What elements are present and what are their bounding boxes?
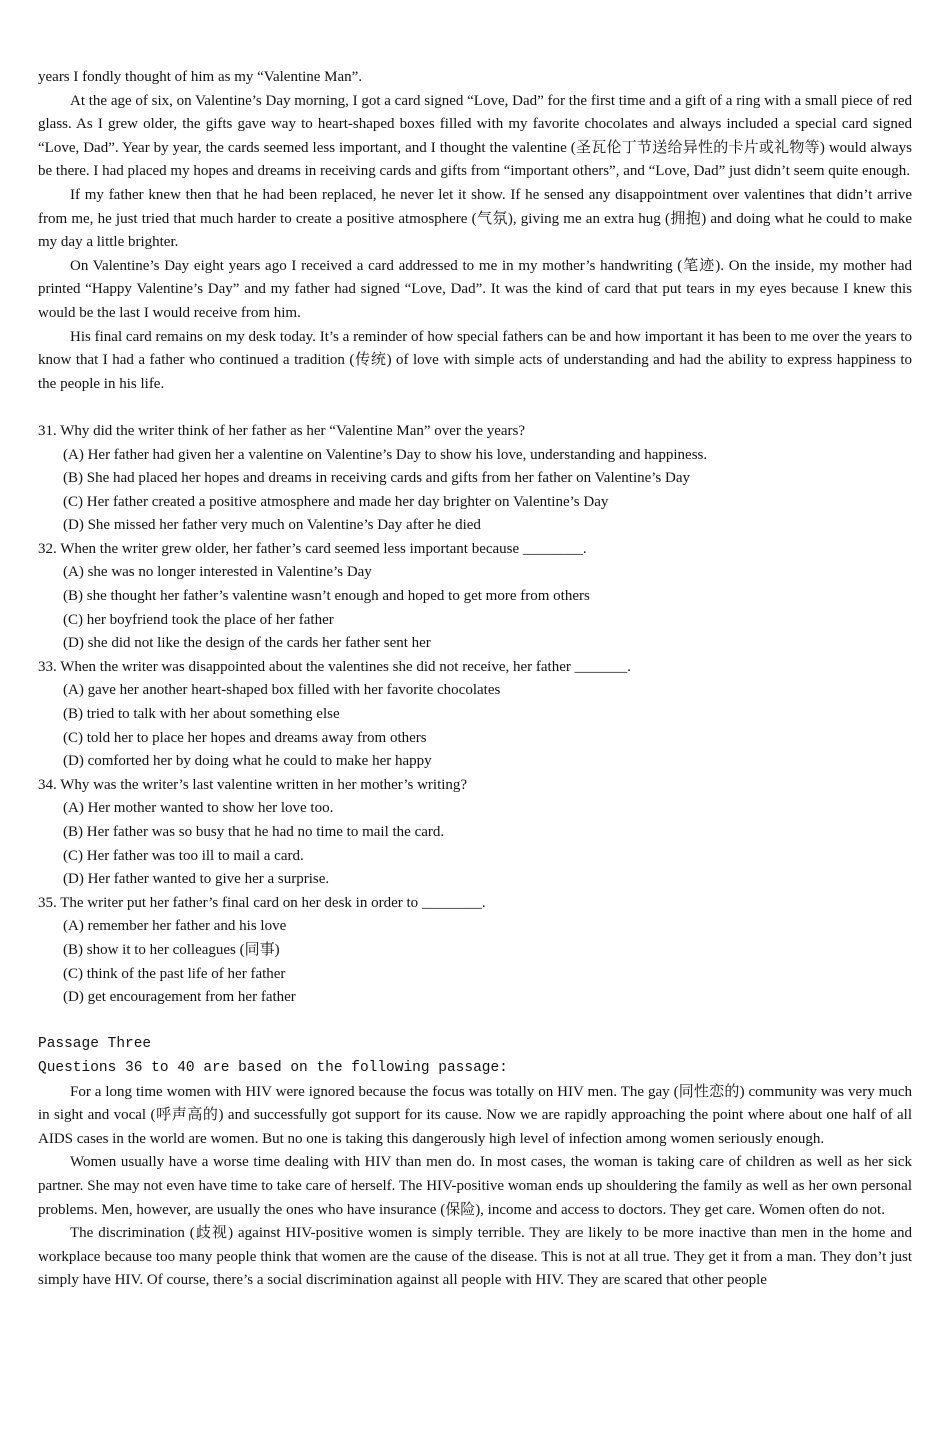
answer-option: (B) Her father was so busy that he had no time to mail the card. bbox=[63, 824, 445, 840]
question-stem: 35. The writer put her father’s final card on her desk in order to ________. bbox=[38, 894, 486, 911]
question-stem: 32. When the writer grew older, her father’s card seemed less important because ________. bbox=[38, 540, 587, 557]
question-stem: 31. Why did the writer think of her father as her “Valentine Man” over the years? bbox=[38, 422, 526, 439]
passage-two-paragraph: At the age of six, on Valentine’s Day morning, I got a card signed “Love, Dad” for the first time and a gift of a ring with a small piece of red glass. As I grew older, the gifts gave way to heart-shaped boxes filled with my favorite chocolates and always included a special card signed “Love, Dad”. Year by year, the cards seemed less important, and I thought the valentine (圣瓦伦丁节送给异性的卡片或礼物等) would always be there. I had placed my hopes and dreams in receiving cards and gifts from “important others”, and “Love, Dad” just didn’t seem quite enough. bbox=[38, 92, 912, 180]
answer-option: (B) tried to talk with her about something else bbox=[63, 706, 340, 723]
question-31 bbox=[38, 420, 912, 538]
passage-three-paragraph: Women usually have a worse time dealing with HIV than men do. In most cases, the woman is taking care of children as well as her sick partner. She may not even have time to take care of herself. The HIV-positive woman ends up shouldering the family as well as her own personal problems. Men, however, are usually the ones who have insurance (保险), income and access to doctors. They get care. Women often do not. bbox=[38, 1154, 912, 1218]
passage-three-paragraph: The discrimination (歧视) against HIV-positive women is simply terrible. They are likely to be more inactive than men in the home and workplace because too many people think that women are the cause of the disease. This is not at all true. They get it from a man. They don’t just simply have HIV. Of course, there’s a social discrimination against all people with HIV. They are scared that other people bbox=[38, 1225, 912, 1289]
answer-option: (C) her boyfriend took the place of her father bbox=[63, 611, 334, 628]
answer-option: (C) told her to place her hopes and dreams away from others bbox=[63, 729, 427, 746]
question-33 bbox=[38, 656, 912, 774]
passage-two-paragraph: If my father knew then that he had been replaced, he never let it show. If he sensed any disappointment over valentines that didn’t arrive from me, he just tried that much harder to create a positive atmosphere (气氛), giving me an extra hug (拥抱) and doing what he could to make my day a little brighter. bbox=[38, 186, 912, 251]
document-page bbox=[38, 66, 912, 1293]
spacer bbox=[38, 396, 912, 420]
answer-option: (A) Her father had given her a valentine on Valentine’s Day to show his love, understanding and happiness. bbox=[63, 446, 708, 463]
answer-option: (D) comforted her by doing what he could to make her happy bbox=[63, 753, 432, 770]
answer-option: (D) get encouragement from her father bbox=[63, 989, 296, 1006]
answer-option: (A) remember her father and his love bbox=[63, 918, 287, 935]
passage-three-paragraph: For a long time women with HIV were ignored because the focus was totally on HIV men. The gay (同性恋的) community was very much in sight and vocal (呼声高的) and successfully got support for its cause. Now we are rapidly approaching the point where about one half of all AIDS cases in the world are women. But no one is taking this dangerously high level of infection among women seriously enough. bbox=[38, 1083, 912, 1147]
answer-option: (B) she thought her father’s valentine wasn’t enough and hoped to get more from others bbox=[63, 588, 590, 605]
question-35 bbox=[38, 892, 912, 1010]
spacer bbox=[38, 1010, 912, 1034]
answer-option: (D) Her father wanted to give her a surprise. bbox=[63, 871, 330, 888]
question-32 bbox=[38, 538, 912, 656]
answer-option: (B) show it to her colleagues (同事) bbox=[63, 941, 280, 958]
passage-three-instruction: Questions 36 to 40 are based on the following passage: bbox=[38, 1059, 508, 1076]
answer-option: (B) She had placed her hopes and dreams in receiving cards and gifts from her father on Valentine’s Day bbox=[63, 470, 691, 487]
answer-option: (D) she did not like the design of the cards her father sent her bbox=[63, 635, 431, 652]
answer-option: (C) Her father created a positive atmosphere and made her day brighter on Valentine’s Day bbox=[63, 493, 609, 510]
passage-two-paragraph: His final card remains on my desk today. It’s a reminder of how special fathers can be and how important it has been to me over the years to know that I had a father who continued a tradition (传统) of love with simple acts of understanding and had the ability to express happiness to the people in his life. bbox=[38, 328, 912, 392]
passage-two-paragraph: On Valentine’s Day eight years ago I received a card addressed to me in my mother’s handwriting (笔迹). On the inside, my mother had printed “Happy Valentine’s Day” and my father had signed “Love, Dad”. It was the kind of card that put tears in my eyes because I knew this would be the last I would receive from him. bbox=[38, 257, 912, 321]
answer-option: (C) Her father was too ill to mail a card. bbox=[63, 847, 304, 864]
question-stem: 34. Why was the writer’s last valentine written in her mother’s writing? bbox=[38, 776, 468, 793]
answer-option: (C) think of the past life of her father bbox=[63, 965, 286, 982]
answer-option: (A) gave her another heart-shaped box filled with her favorite chocolates bbox=[63, 682, 501, 699]
answer-option: (A) she was no longer interested in Valentine’s Day bbox=[63, 564, 372, 581]
passage-three-title: Passage Three bbox=[38, 1036, 152, 1053]
question-34 bbox=[38, 774, 912, 892]
answer-option: (A) Her mother wanted to show her love too. bbox=[63, 800, 334, 817]
answer-option: (D) She missed her father very much on Valentine’s Day after he died bbox=[63, 517, 481, 534]
passage-two-paragraph: years I fondly thought of him as my “Valentine Man”. bbox=[38, 69, 363, 85]
question-stem: 33. When the writer was disappointed about the valentines she did not receive, her father _______. bbox=[38, 658, 631, 675]
